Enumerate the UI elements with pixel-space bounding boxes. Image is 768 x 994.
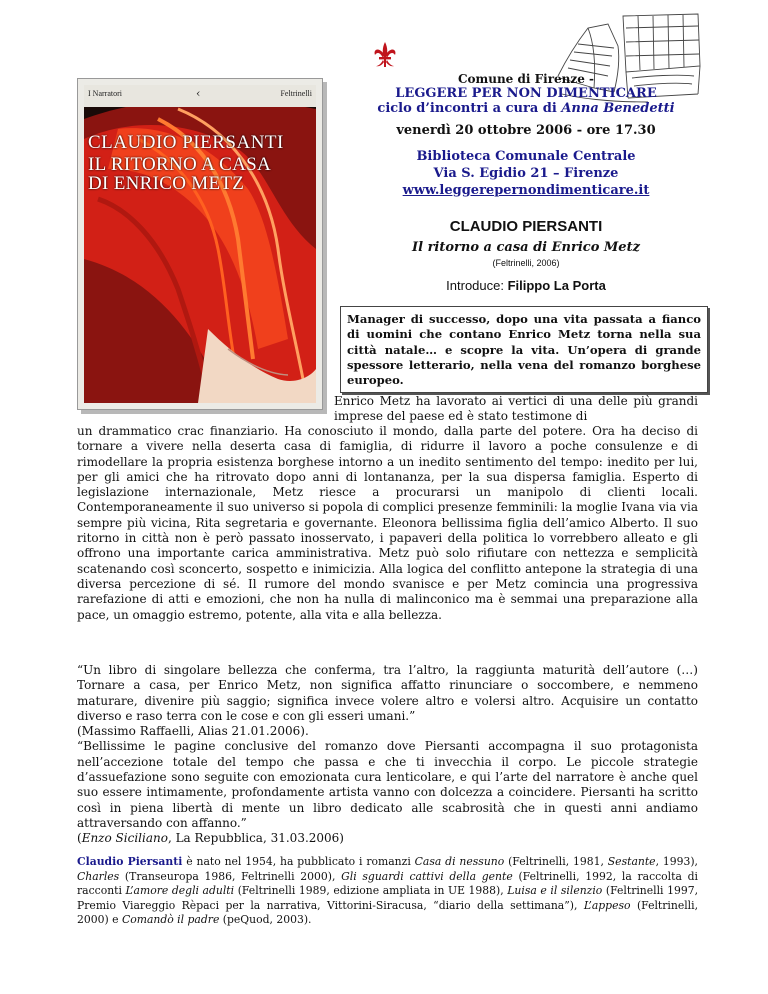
bio-text: (Feltrinelli, 1981, [504, 855, 608, 868]
bio-text: è nato nel 1954, ha pubblicato i romanzi [182, 855, 415, 868]
bio-work: Gli sguardi cattivi della gente [341, 869, 513, 883]
bio-work: Casa di nessuno [414, 855, 505, 868]
bio-work: Charles [77, 869, 120, 883]
comune-label: Comune di Firenze - [457, 72, 594, 86]
bio-text: (Feltrinelli, 2000) e [77, 898, 698, 926]
bio-work: L’amore degli adulti [125, 884, 235, 897]
event-date: venerdì 20 ottobre 2006 - ore 17.30 [396, 123, 656, 138]
ciclo-prefix: ciclo d’incontri a cura di [377, 101, 562, 116]
bio-name: Claudio Piersanti [77, 855, 183, 868]
review-author-2: Enzo Siciliano [81, 831, 168, 846]
introducer-name: Filippo La Porta [507, 278, 606, 293]
bio-text: (Transeuropa 1986, Feltrinelli 2000), [119, 869, 342, 883]
website-link[interactable]: www.leggerepernondimenticare.it [402, 183, 650, 198]
venue-address: Via S. Egidio 21 – Firenze [433, 166, 619, 181]
book-cover-title-line1: IL RITORNO A CASA [88, 154, 271, 175]
summary-box: Manager di successo, dopo una vita passata a fianco di uomini che contano Enrico Metz torna nella sua città natale… e scopre la vita. Un’opera di grande spessore letterario, nella vena del romanzo borghese europeo. [340, 306, 708, 393]
florence-lily-icon [372, 40, 398, 70]
bio-text: (Feltrinelli 1997, Premio Viareggio Rèpaci per la narrativa, Vittorini-Siracusa, “diario della settimana”), [77, 884, 698, 912]
introducer-line [356, 278, 696, 293]
review-quote-2: “Bellissime le pagine conclusive del romanzo dove Piersanti accompagna il suo protagonista nell’accezione totale del tempo che passa e che ti invecchia il corpo. Le piccole strategie d’assuefazione sono seguite con emozionata cura lenticolare, e qui l’arte del narratore è anche quel suo essere intimamente, profondamente artista vanno con dolcezza a coincidere. Piersanti ha scritto così in piena libertà di mente un libro dedicato alle scabrosità che in questi anni andiamo attraversando con affanno.” [77, 739, 698, 830]
venue-name: Biblioteca Comunale Centrale [416, 149, 636, 164]
bio-work: L’appeso [583, 898, 631, 912]
ciclo-line [356, 101, 696, 116]
review-source-2: (Enzo Siciliano, La Repubblica, 31.03.2006) [77, 831, 344, 846]
review-source-1: (Massimo Raffaelli, Alias 21.01.2006). [77, 724, 309, 739]
review-quote-1: “Un libro di singolare bellezza che conferma, tra l’altro, la raggiunta maturità dell’autore (…) Tornare a casa, per Enrico Metz, non significa affatto rinunciare o soccombere, e nemmeno maturare, divenire più saggio; significa invece volere altro e volersi altro. Acquisire un contatto diverso e raso terra con le cose e con gli esseri umani.” [77, 663, 698, 723]
book-cover-art [78, 79, 322, 409]
body-paragraph-rest: un drammatico crac finanziario. Ha conosciuto il mondo, dalla parte del potere. Ora ha deciso di tornare a vivere nella deserta casa di famiglia, di ridurre il lavoro a poche consulenze e di rimodellare la propria esistenza borghese intorno a un inedito sentimento del tempo: inedito per lui, per gli amici che ha ritrovato dopo anni di lontananza, per la sua dispersa famiglia. Esperto di legislazione internazionale, Metz riesce a procurarsi un manipolo di clienti locali. Contemporaneamente il suo universo si popola di complici presenze femminili: la moglie Ivana via via sempre più vicina, Rita segretaria e governante. Eleonora bellissima figlia dell’amico Alberto. Il suo ritorno in città non è però passato inosservato, i papaveri della politica lo vorrebbero alleato e gli offrono una importante carica amministrativa. Metz può solo rifiutare con nettezza e semplicità scatenando così sconcerto, sospetto e inimicizia. Alla logica del conflitto antepone la strategia di una diversa percezione di sé. Il rumore del mondo svanisce e per Metz comincia una progressiva rarefazione di atti e emozioni, che non ha nulla di malinconico ma è semmai una preparazione alla pace, un omaggio estremo, potente, alla vita e alla bellezza. [77, 424, 698, 622]
bio-work: Luisa e il silenzio [507, 884, 603, 897]
body-paragraph-start: Enrico Metz ha lavorato ai vertici di una delle più grandi imprese del paese ed è stato testimone di [334, 394, 698, 424]
reviews-block [77, 663, 698, 847]
intro-label: Introduce: [446, 278, 508, 293]
bio-text: (Feltrinelli 1989, edizione ampliata in UE 1988), [234, 884, 508, 897]
author-bio [77, 855, 698, 928]
bio-text: (Feltrinelli, 1992, la raccolta di racconti [77, 869, 698, 897]
bio-text: (peQuod, 2003). [219, 913, 312, 926]
book-cover-title-line2: DI ENRICO METZ [88, 173, 245, 194]
feltrinelli-logo-icon: ‹ [196, 87, 201, 100]
book-cover [77, 78, 323, 410]
event-author: CLAUDIO PIERSANTI [449, 218, 603, 235]
book-cover-author: CLAUDIO PIERSANTI [88, 132, 284, 153]
curator-name: Anna Benedetti [561, 101, 675, 116]
event-publication: (Feltrinelli, 2006) [492, 258, 560, 268]
book-collana: I Narratori [88, 89, 122, 98]
bio-work: Sestante [607, 855, 656, 868]
event-book-title: Il ritorno a casa di Enrico Metz [412, 240, 640, 255]
venue-block [356, 148, 696, 199]
book-cover-title [88, 155, 312, 193]
bio-text: , 1993), [655, 855, 698, 868]
review-source-2-text: , La Repubblica, 31.03.2006) [167, 831, 344, 846]
book-publisher: Feltrinelli [280, 89, 312, 98]
series-title: LEGGERE PER NON DIMENTICARE [395, 86, 657, 101]
bio-work: Comandò il padre [121, 913, 220, 926]
